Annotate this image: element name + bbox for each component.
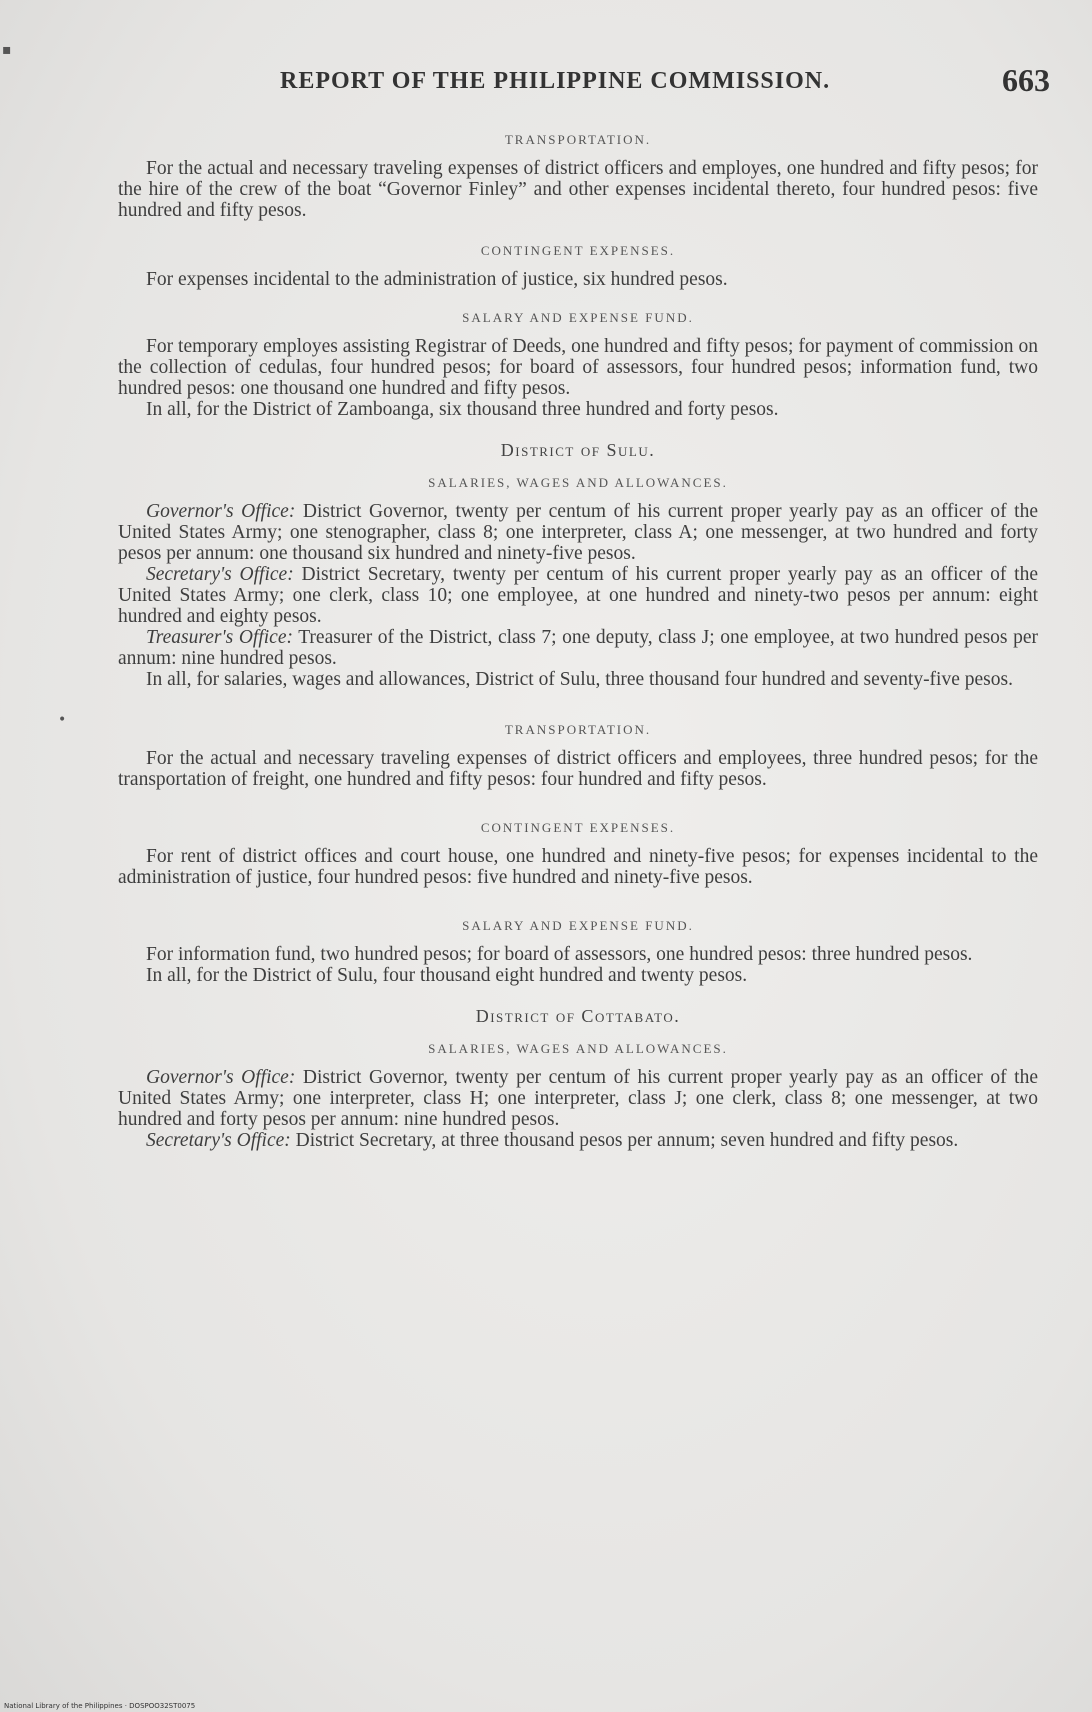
district-title: District of Cottabato.	[475, 1006, 681, 1026]
office-label: Governor's Office:	[146, 501, 296, 522]
page-body	[118, 118, 1038, 1151]
office-label: Secretary's Office:	[146, 1130, 291, 1151]
office-label: Secretary's Office:	[146, 564, 294, 585]
paragraph: For information fund, two hundred pesos; for board of assessors, one hundred pesos: three hundred pesos.	[146, 944, 973, 965]
paragraph: For the actual and necessary traveling expenses of district officers and employes, one hundred and fifty pesos; for the hire of the crew of the boat “Governor Finley” and other expenses incidental thereto, four hundred pesos: five hundred and fifty pesos.	[118, 158, 1038, 221]
district-title: District of Sulu.	[500, 440, 656, 460]
running-title: REPORT OF THE PHILIPPINE COMMISSION.	[280, 68, 831, 94]
section-heading: SALARIES, WAGES AND ALLOWANCES.	[428, 475, 728, 490]
page-number: 663	[1002, 62, 1050, 98]
section-heading: TRANSPORTATION.	[504, 722, 652, 737]
salaries-total: In all, for salaries, wages and allowances, District of Sulu, three thousand four hundred and seventy-five pesos.	[146, 669, 1013, 690]
district-total: In all, for the District of Sulu, four thousand eight hundred and twenty pesos.	[146, 965, 748, 986]
office-text: District Secretary, twenty per centum of his current proper yearly pay as an officer of the United States Army; one clerk, class 10; one employee, at one hundred and ninety-two pesos per annum: eight hundred and eighty pesos.	[118, 564, 1038, 627]
section-heading: SALARY AND EXPENSE FUND.	[462, 310, 694, 325]
office-text: Treasurer of the District, class 7; one deputy, class J; one employee, at two hundred pesos per annum: nine hundred pesos.	[118, 627, 1038, 669]
scan-footer: National Library of the Philippines · DOSPOO32ST0075	[4, 1702, 196, 1710]
office-text: District Governor, twenty per centum of his current proper yearly pay as an officer of the United States Army; one stenographer, class 8; one interpreter, class A; one messenger, at two hundred and forty pesos per annum: one thousand six hundred and ninety-five pesos.	[118, 501, 1039, 564]
paragraph: For expenses incidental to the administration of justice, six hundred pesos.	[146, 269, 728, 290]
paragraph: For the actual and necessary traveling expenses of district officers and employees, three hundred pesos; for the transportation of freight, one hundred and fifty pesos: four hundred and fifty pesos.	[118, 748, 1038, 790]
section-heading: SALARIES, WAGES AND ALLOWANCES.	[428, 1041, 728, 1056]
office-paragraph	[118, 1130, 1038, 1151]
section-heading: SALARY AND EXPENSE FUND.	[462, 918, 694, 933]
office-paragraph	[118, 564, 1038, 627]
scan-mark: •	[58, 712, 67, 728]
office-text: District Governor, twenty per centum of his current proper yearly pay as an officer of the United States Army; one interpreter, class H; one interpreter, class J; one clerk, class 8; one messenger, at two hundred and forty pesos per annum: nine hundred pesos.	[118, 1067, 1039, 1130]
office-label: Governor's Office:	[146, 1067, 296, 1088]
office-label: Treasurer's Office:	[146, 627, 293, 648]
office-paragraph	[118, 627, 1038, 669]
office-paragraph	[118, 1067, 1038, 1130]
section-heading: CONTINGENT EXPENSES.	[480, 243, 676, 258]
section-heading: TRANSPORTATION.	[504, 132, 652, 147]
paragraph: For rent of district offices and court house, one hundred and ninety-five pesos; for expenses incidental to the administration of justice, four hundred pesos: five hundred and ninety-five pesos.	[118, 846, 1038, 888]
office-paragraph	[118, 501, 1038, 564]
office-text: District Secretary, at three thousand pesos per annum; seven hundred and fifty pesos.	[290, 1130, 959, 1151]
paragraph: For temporary employes assisting Registrar of Deeds, one hundred and fifty pesos; for payment of commission on the collection of cedulas, four hundred pesos; for board of assessors, four hundred pesos; information fund, two hundred pesos: one thousand one hundred and fifty pesos.	[118, 336, 1038, 399]
scan-mark: ▪	[2, 42, 12, 58]
page-header	[270, 62, 1050, 112]
district-total: In all, for the District of Zamboanga, six thousand three hundred and forty pesos.	[146, 399, 779, 420]
section-heading: CONTINGENT EXPENSES.	[480, 820, 676, 835]
